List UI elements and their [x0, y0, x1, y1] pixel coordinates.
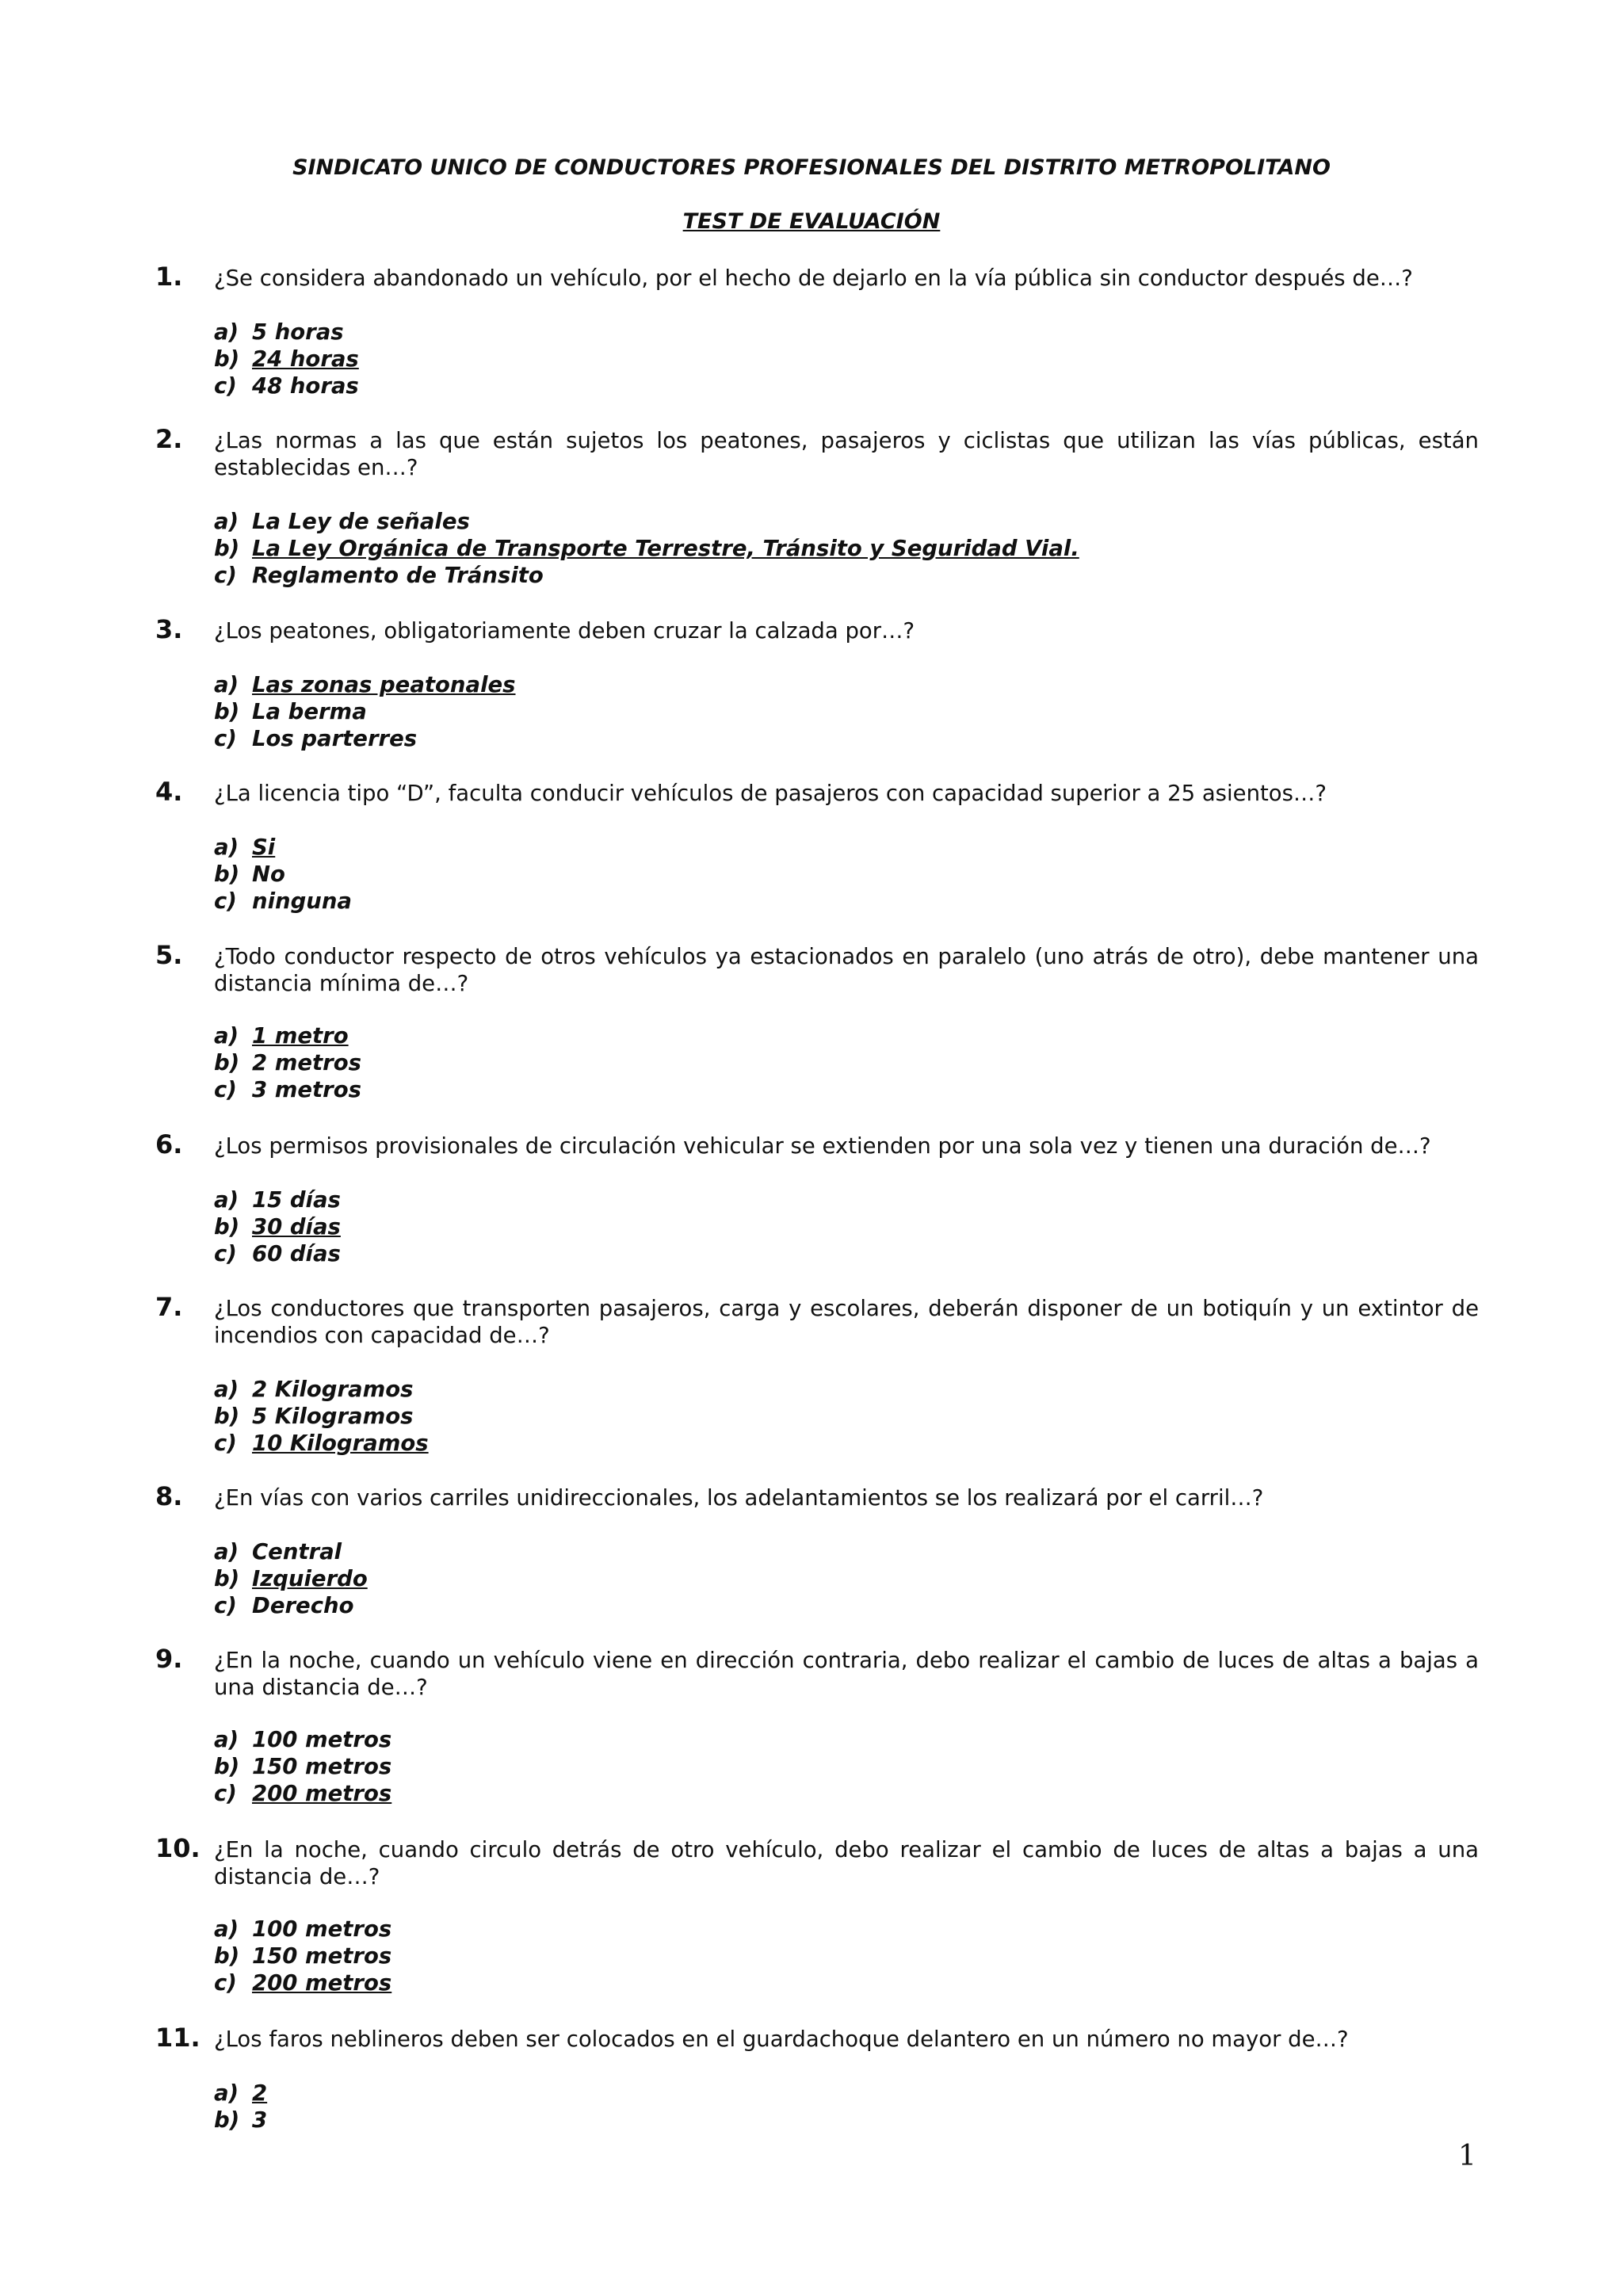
option-text: La Ley de señales [252, 509, 470, 534]
question-number: 10. [155, 1833, 200, 1863]
option-letter: c) [214, 1593, 237, 1618]
option-text: No [252, 861, 285, 887]
option-letter: a) [214, 1377, 239, 1402]
option [214, 1943, 391, 1969]
option [214, 1376, 429, 1403]
option-letter: a) [214, 1727, 239, 1752]
question-number: 1. [155, 262, 183, 292]
option-letter: c) [214, 1970, 237, 1996]
question-text: ¿Las normas a las que están sujetos los peatones, pasajeros y ciclistas que utilizan las vías públicas, están establecidas en…? [214, 428, 1479, 480]
option-text: ninguna [252, 888, 352, 914]
option-text-answer: 30 días [252, 1214, 341, 1240]
question-number: 11. [155, 2023, 200, 2053]
option-letter: b) [214, 1214, 240, 1240]
option [214, 1916, 391, 1943]
option-list [214, 1726, 391, 1807]
option-list [214, 508, 1079, 589]
option [214, 1022, 361, 1049]
option-list [214, 834, 352, 915]
option-text-answer: La Ley Orgánica de Transporte Terrestre, Tránsito y Seguridad Vial. [252, 536, 1079, 561]
option-letter: b) [214, 699, 240, 724]
option [214, 1240, 341, 1267]
question-text: ¿En la noche, cuando circulo detrás de otro vehículo, debo realizar el cambio de luces de altas a bajas a una distancia de…? [214, 1837, 1479, 1889]
option [214, 2080, 267, 2107]
option-text: Derecho [252, 1593, 354, 1618]
option [214, 1538, 368, 1565]
option-text: 60 días [252, 1241, 341, 1266]
option [214, 2107, 267, 2134]
option-letter: b) [214, 1754, 240, 1779]
option [214, 1076, 361, 1103]
option [214, 1726, 391, 1753]
question-text: ¿En la noche, cuando un vehículo viene en dirección contraria, debo realizar el cambio de luces de altas a bajas a una distancia de…? [214, 1648, 1479, 1700]
option-text-answer: Si [252, 835, 276, 860]
option [214, 346, 359, 372]
option-letter: c) [214, 1431, 237, 1456]
test-title: TEST DE EVALUACIÓN [682, 209, 941, 234]
option-text-answer: 1 metro [252, 1023, 349, 1049]
option-letter: c) [214, 563, 237, 588]
option-letter: c) [214, 1781, 237, 1806]
option-text-answer: Izquierdo [252, 1566, 368, 1591]
option-letter: b) [214, 536, 240, 561]
option [214, 1186, 341, 1213]
option [214, 1969, 391, 1996]
option [214, 1592, 368, 1619]
question-number: 6. [155, 1129, 183, 1159]
option-letter: b) [214, 1943, 240, 1969]
option-text: 150 metros [252, 1943, 392, 1969]
option-letter: b) [214, 861, 240, 887]
option-text: 3 metros [252, 1077, 361, 1102]
option-text-answer: 10 Kilogramos [252, 1431, 429, 1456]
page-number: 1 [1458, 2140, 1476, 2172]
option-letter: a) [214, 672, 239, 697]
option [214, 861, 352, 888]
option-text: Central [252, 1539, 342, 1564]
option-text: 15 días [252, 1187, 341, 1213]
option-list [214, 319, 359, 399]
option-letter: a) [214, 1539, 239, 1564]
option-text: 100 metros [252, 1916, 392, 1942]
question-text: ¿Los conductores que transporten pasajeros, carga y escolares, deberán disponer de un botiquín y un extintor de incendios con capacidad de…? [214, 1296, 1479, 1348]
option [214, 508, 1079, 535]
question-number: 9. [155, 1644, 183, 1674]
question-text: ¿Los faros neblineros deben ser colocados en el guardachoque delantero en un número no mayor de…? [214, 2027, 1349, 2052]
option-letter: a) [214, 2080, 239, 2106]
option-list [214, 1022, 361, 1103]
option-text: 5 horas [252, 319, 344, 345]
option-list [214, 1186, 341, 1267]
option [214, 1403, 429, 1430]
option-text: 150 metros [252, 1754, 392, 1779]
option-letter: a) [214, 319, 239, 345]
option [214, 1049, 361, 1076]
option-text: Reglamento de Tránsito [252, 563, 544, 588]
option [214, 698, 516, 725]
option-letter: a) [214, 509, 239, 534]
question-text: ¿Todo conductor respecto de otros vehículos ya estacionados en paralelo (uno atrás de otro), debe mantener una distancia mínima de…? [214, 944, 1479, 996]
option-list [214, 2080, 267, 2134]
option [214, 888, 352, 915]
question-number: 7. [155, 1292, 183, 1322]
option-letter: c) [214, 888, 237, 914]
option-text: 5 Kilogramos [252, 1404, 414, 1429]
option-text: La berma [252, 699, 367, 724]
option-letter: c) [214, 1077, 237, 1102]
option [214, 1565, 368, 1592]
option-letter: b) [214, 1404, 240, 1429]
option [214, 1753, 391, 1780]
option-text-answer: Las zonas peatonales [252, 672, 516, 697]
option-text: Los parterres [252, 726, 418, 751]
option-letter: b) [214, 346, 240, 372]
option-list [214, 1376, 429, 1457]
option [214, 834, 352, 861]
option [214, 1213, 341, 1240]
question-number: 2. [155, 424, 183, 454]
option-letter: b) [214, 1566, 240, 1591]
option [214, 1780, 391, 1807]
option-letter: a) [214, 835, 239, 860]
question-number: 8. [155, 1481, 183, 1511]
question-text: ¿Los peatones, obligatoriamente deben cruzar la calzada por…? [214, 618, 915, 644]
option-text: 2 metros [252, 1050, 361, 1075]
option [214, 562, 1079, 589]
option-text-answer: 200 metros [252, 1970, 392, 1996]
option-letter: c) [214, 373, 237, 399]
option [214, 671, 516, 698]
option-letter: b) [214, 1050, 240, 1075]
question-number: 5. [155, 940, 183, 970]
option-text-answer: 200 metros [252, 1781, 392, 1806]
option-list [214, 1538, 368, 1619]
question-text: ¿En vías con varios carriles unidireccionales, los adelantamientos se los realizará por el carril…? [214, 1485, 1264, 1511]
question-number: 4. [155, 777, 183, 807]
option-text-answer: 2 [252, 2080, 268, 2106]
question-text: ¿Los permisos provisionales de circulación vehicular se extienden por una sola vez y tienen una duración de…? [214, 1133, 1431, 1159]
question-number: 3. [155, 614, 183, 644]
option-list [214, 1916, 391, 1996]
option-letter: a) [214, 1916, 239, 1942]
option [214, 725, 516, 752]
option [214, 372, 359, 399]
option-text: 3 [252, 2107, 268, 2133]
question-text: ¿Se considera abandonado un vehículo, por el hecho de dejarlo en la vía pública sin conductor después de…? [214, 266, 1413, 291]
option [214, 319, 359, 346]
option-letter: a) [214, 1187, 239, 1213]
option-letter: c) [214, 726, 237, 751]
option-letter: a) [214, 1023, 239, 1049]
question-text: ¿La licencia tipo “D”, faculta conducir vehículos de pasajeros con capacidad superior a 25 asientos…? [214, 781, 1327, 806]
option-text: 100 metros [252, 1727, 392, 1752]
option [214, 535, 1079, 562]
option-text-answer: 24 horas [252, 346, 359, 372]
option-letter: b) [214, 2107, 240, 2133]
option [214, 1430, 429, 1457]
option-list [214, 671, 516, 752]
organization-title: SINDICATO UNICO DE CONDUCTORES PROFESIONALES DEL DISTRITO METROPOLITANO [292, 155, 1331, 180]
option-text: 48 horas [252, 373, 359, 399]
option-text: 2 Kilogramos [252, 1377, 414, 1402]
option-letter: c) [214, 1241, 237, 1266]
